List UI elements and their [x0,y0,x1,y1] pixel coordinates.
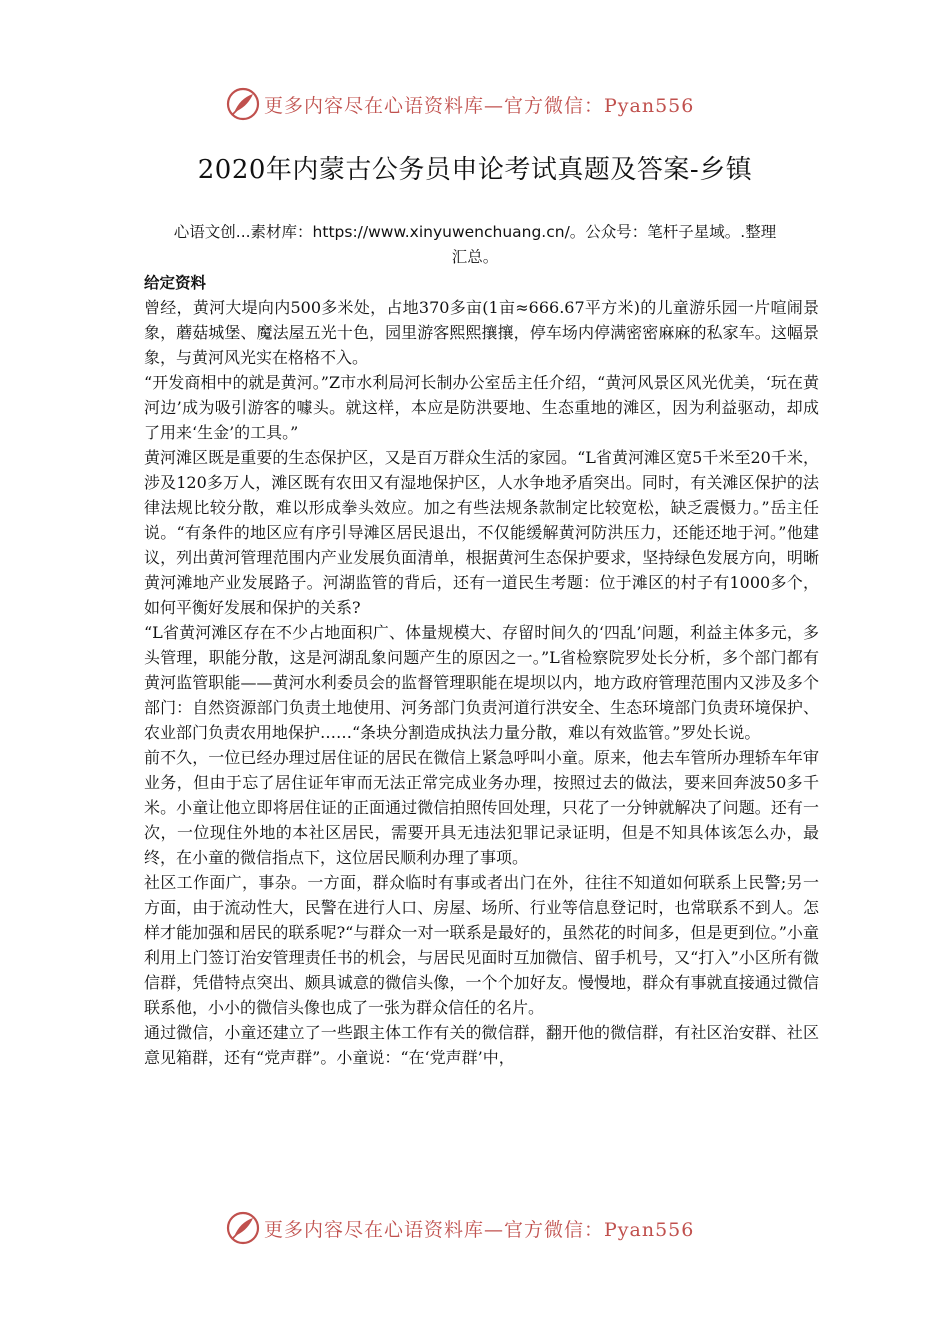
document-body [144,295,819,1195]
section-heading: 给定资料 [144,274,207,292]
page-title: 2020年内蒙古公务员申论考试真题及答案-乡镇 [197,155,753,185]
header-watermark-banner [226,84,694,124]
banner-text: 更多内容尽在心语资料库—官方微信：Pyan556 [264,1218,695,1241]
paragraph: 社区工作面广，事杂。一方面，群众临时有事或者出门在外，往往不知道如何联系上民警;另一方面，由于流动性大，民警在进行人口、房屋、场所、行业等信息登记时，也常联系不到人。怎样才能加强和居民的联系呢?“与群众一对一联系是最好的，虽然花的时间多，但是更到位。”小童利用上门签订治安管理责任书的机会，与居民见面时互加微信、留手机号，又“打入”小区所有微信群，凭借特点突出、颇具诚意的微信头像，一个个加好友。慢慢地，群众有事就直接通过微信联系他，小小的微信头像也成了一张为群众信任的名片。 [144,873,819,1017]
feather-pen-logo-icon [226,87,260,121]
footer-watermark-banner [226,1208,694,1248]
paragraph: 通过微信，小童还建立了一些跟主体工作有关的微信群，翻开他的微信群，有社区治安群、社区意见箱群，还有“党声群”。小童说：“在‘党声群’中， [144,1023,819,1067]
paragraph: “开发商相中的就是黄河。”Z市水利局河长制办公室岳主任介绍，“黄河风景区风光优美，‘玩在黄河边’成为吸引游客的噱头。就这样，本应是防洪要地、生态重地的滩区，因为利益驱动，却成了用来‘生金’的工具。” [144,373,819,442]
paragraph: 前不久，一位已经办理过居住证的居民在微信上紧急呼叫小童。原来，他去车管所办理轿车年审业务，但由于忘了居住证年审而无法正常完成业务办理，按照过去的做法，要来回奔波50多千米。小童让他立即将居住证的正面通过微信拍照传回处理，只花了一分钟就解决了问题。还有一次，一位现住外地的本社区居民，需要开具无违法犯罪记录证明，但是不知具体该怎么办，最终，在小童的微信指点下，这位居民顺利办理了事项。 [144,748,819,867]
source-note-line: 心语文创...素材库：https://www.xinyuwenchuang.cn/。公众号：笔杆子星域。.整理 [173,223,777,241]
paragraph: 黄河滩区既是重要的生态保护区，又是百万群众生活的家园。“L省黄河滩区宽5千米至20千米，涉及120多万人，滩区既有农田又有湿地保护区，人水争地矛盾突出。同时，有关滩区保护的法律法规比较分散，难以形成拳头效应。加之有些法规条款制定比较宽松，缺乏震慑力。”岳主任说。“有条件的地区应有序引导滩区居民退出，不仅能缓解黄河防洪压力，还能还地于河。”他建议，列出黄河管理范围内产业发展负面清单，根据黄河生态保护要求，坚持绿色发展方向，明晰黄河滩地产业发展路子。河湖监管的背后，还有一道民生考题：位于滩区的村子有1000多个，如何平衡好发展和保护的关系? [144,448,819,617]
paragraph: “L省黄河滩区存在不少占地面积广、体量规模大、存留时间久的‘四乱’问题，利益主体多元，多头管理，职能分散，这是河湖乱象问题产生的原因之一。”L省检察院罗处长分析，多个部门都有黄河监管职能——黄河水利委员会的监督管理职能在堤坝以内，地方政府管理范围内又涉及多个部门：自然资源部门负责土地使用、河务部门负责河道行洪安全、生态环境部门负责环境保护、农业部门负责农用地保护……“条块分割造成执法力量分散，难以有效监管。”罗处长说。 [144,623,819,742]
source-note [144,220,806,270]
source-note-line: 汇总。 [451,248,499,266]
feather-pen-logo-icon [226,1211,260,1245]
banner-text: 更多内容尽在心语资料库—官方微信：Pyan556 [264,94,695,117]
paragraph: 曾经，黄河大堤向内500多米处，占地370多亩(1亩≈666.67平方米)的儿童游乐园一片喧闹景象，蘑菇城堡、魔法屋五光十色，园里游客熙熙攘攘，停车场内停满密密麻麻的私家车。这幅景象，与黄河风光实在格格不入。 [144,298,819,367]
